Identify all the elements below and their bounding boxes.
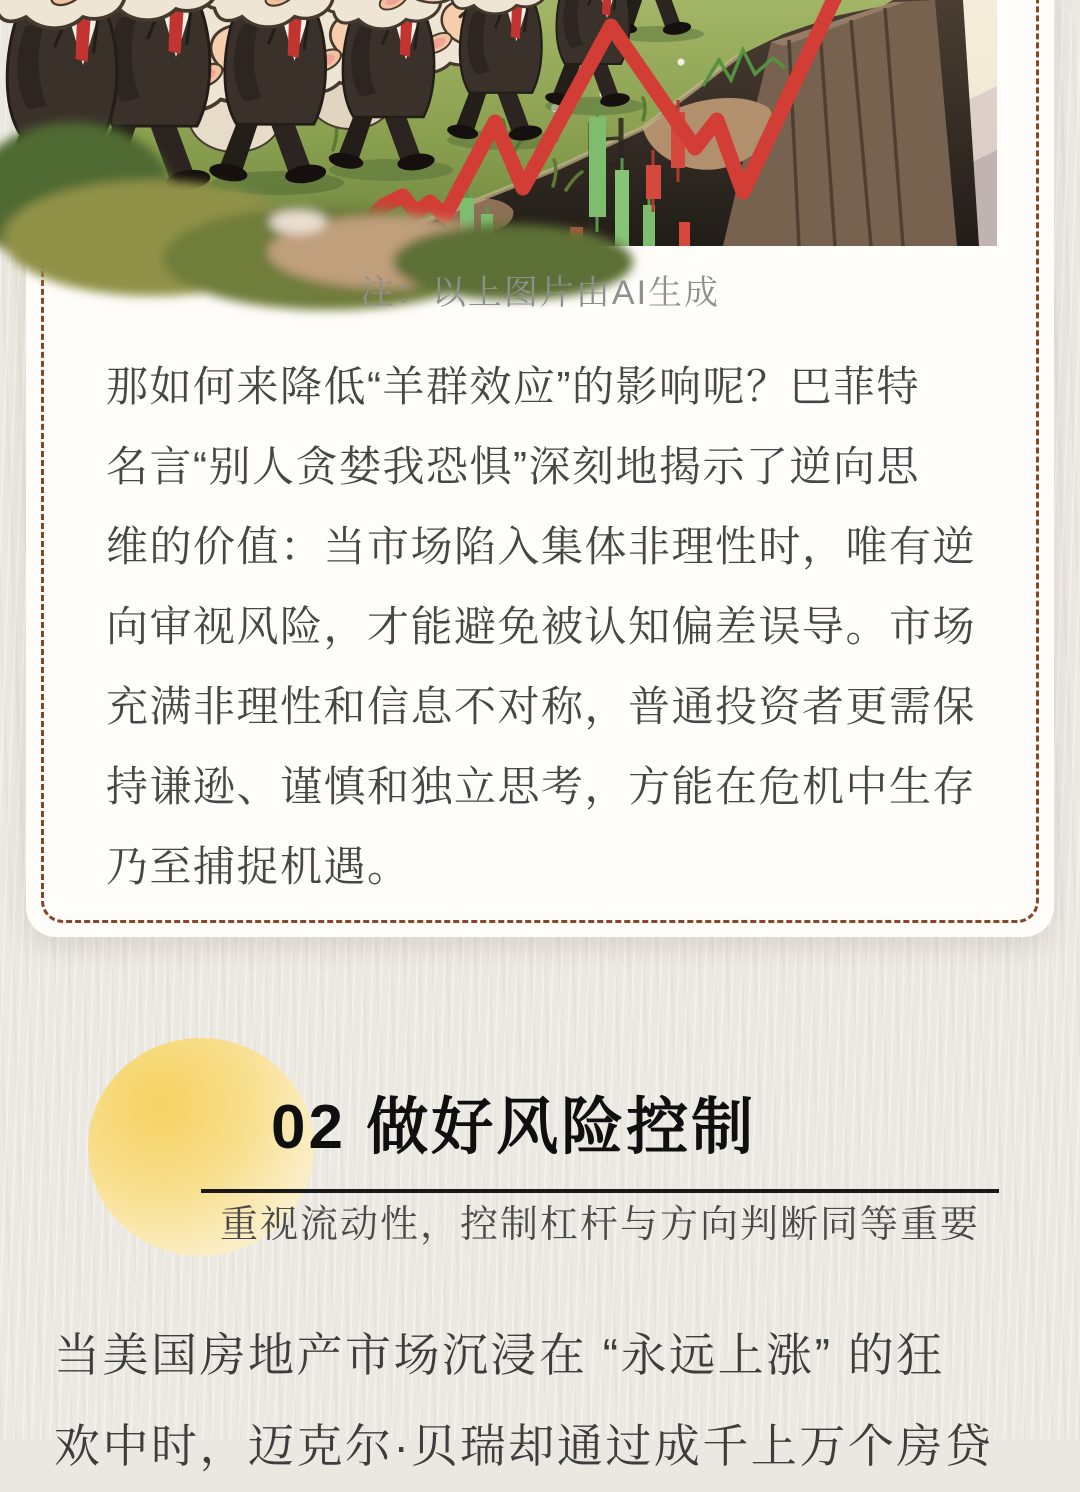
paragraph-line: 当美国房地产市场沉浸在 “永远上涨” 的狂	[54, 1329, 945, 1381]
sheep-cliff-chart-scene	[83, 0, 997, 246]
image-caption: 注：以上图片由AI生成	[359, 274, 721, 312]
section-title-underline	[201, 1189, 999, 1193]
paragraph-line: 乃至捕捉机遇。	[106, 843, 411, 890]
quote-card	[26, 0, 1054, 937]
paragraph-line: 欢中时，迈克尔·贝瑞却通过成千上万个房贷	[54, 1420, 994, 1472]
section-title: 02 做好风险控制	[271, 1093, 757, 1162]
paragraph-line: 充满非理性和信息不对称，普通投资者更需保	[106, 683, 977, 730]
section-subtitle: 重视流动性，控制杠杆与方向判断同等重要	[219, 1204, 980, 1246]
ai-illustration	[83, 0, 997, 246]
paragraph-line: 持谦逊、谨慎和独立思考，方能在危机中生存	[106, 763, 977, 810]
paragraph-line: 那如何来降低“羊群效应”的影响呢？巴菲特	[106, 363, 920, 410]
paragraph-line: 名言“别人贪婪我恐惧”深刻地揭示了逆向思	[106, 443, 920, 490]
section-paragraph	[54, 1310, 1038, 1492]
paragraph-line: 向审视风险，才能避免被认知偏差误导。市场	[106, 603, 977, 650]
paragraph-line: 维的价值：当市场陷入集体非理性时，唯有逆	[106, 523, 977, 570]
card-paragraph	[106, 347, 978, 907]
